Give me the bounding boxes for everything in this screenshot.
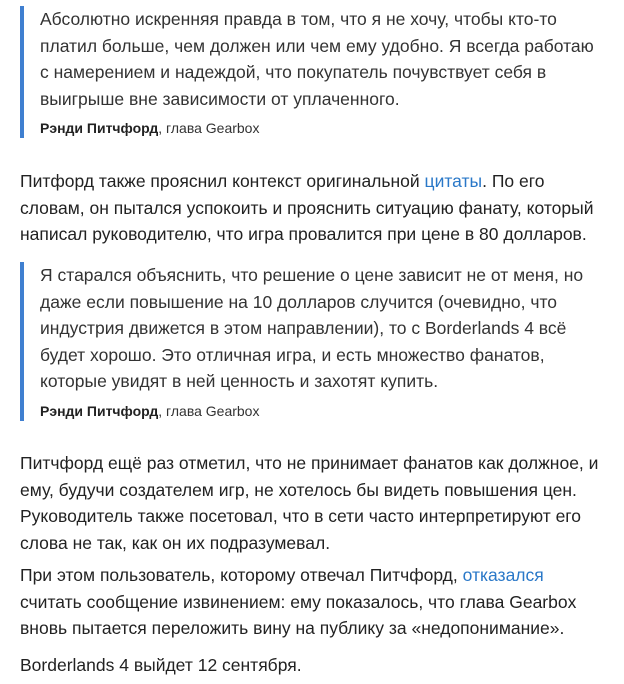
paragraph-release-date: Borderlands 4 выйдет 12 сентября. xyxy=(20,655,302,675)
refused-link[interactable]: отказался xyxy=(462,565,544,585)
blockquote-2 xyxy=(20,262,600,421)
quote-author-role: , глава Gearbox xyxy=(158,402,260,419)
paragraph-text: Питфорд также прояснил контекст оригинальной xyxy=(20,171,425,191)
quote-author-name: Рэнди Питчфорд xyxy=(40,120,159,136)
blockquote-1 xyxy=(20,6,600,138)
quote-source-link[interactable]: цитаты xyxy=(424,171,483,191)
quote-attribution xyxy=(40,401,600,421)
quote-text: Я старался объяснить, что решение о цене зависит не от меня, но даже если повышение на 10 долларов случится (очевидно, что индустрия движется в этом направлении), то с Borderlands 4 всё будет хорошо. Это отличная игра, и есть множество фанатов, которые увидят в ней ценность и захотят купить. xyxy=(40,265,584,391)
quote-author-role: , глава Gearbox xyxy=(158,120,260,136)
paragraph-text: . По его словам, он пытался успокоить и прояснить ситуацию фанату, который написал руководителю, что игра провалится при цене в 80 долларов. xyxy=(20,171,594,244)
quote-attribution xyxy=(40,118,600,138)
paragraph-user-response xyxy=(20,562,610,642)
paragraph-text: При этом пользователь, которому отвечал Питчфорд, xyxy=(20,565,463,585)
quote-text: Абсолютно искренняя правда в том, что я не хочу, чтобы кто-то платил больше, чем должен или чем ему удобно. Я всегда работаю с намерением и надеждой, что покупатель почувствует себя в выигрыше вне зависимости от уплаченного. xyxy=(40,9,594,109)
paragraph-context xyxy=(20,168,610,248)
quote-author-name: Рэнди Питчфорд xyxy=(40,402,159,419)
paragraph-fans: Питчфорд ещё раз отметил, что не принимает фанатов как должное, и ему, будучи создателем игр, не хотелось бы видеть повышения цен. Руководитель также посетовал, что в сети часто интерпретируют его слова не так, как он их подразумевал. xyxy=(20,453,599,553)
paragraph-text: считать сообщение извинением: ему показалось, что глава Gearbox вновь пытается переложить вину на публику за «недопонимание». xyxy=(20,591,577,638)
